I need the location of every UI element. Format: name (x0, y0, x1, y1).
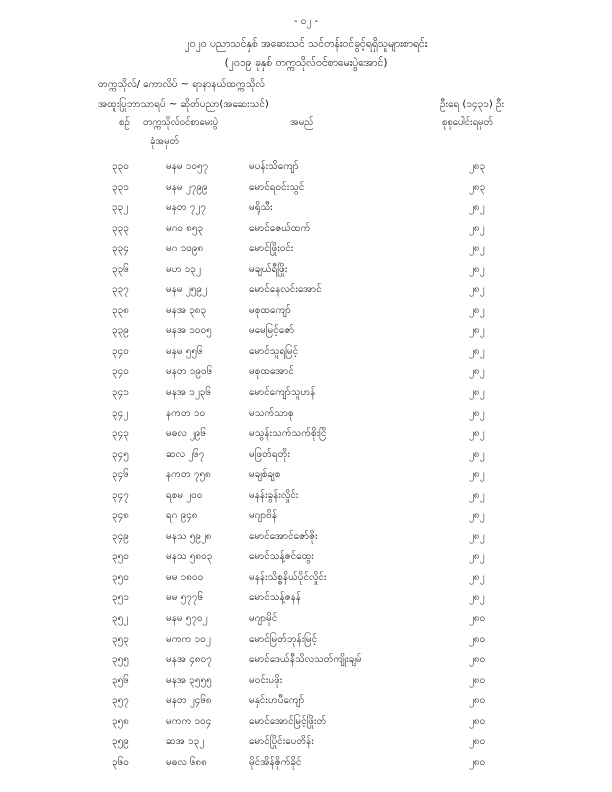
row-number: ၃၅၃ (112, 633, 129, 645)
roll-number: မနအ ၃၅၅၅ (166, 674, 212, 686)
total-marks: ၂၈၂ (469, 222, 485, 234)
table-row (0, 404, 612, 425)
table-row (0, 588, 612, 609)
major-line: အထူးပြုဘာသာရပ် ~ ဆိုတ်ပညာ(အဆေးသင်) (98, 99, 269, 110)
student-name: မောင်ရဝင်းသွင် (249, 181, 305, 193)
roll-number: မကက ၁၀၄ (166, 715, 212, 727)
student-name: မောင်ဖြိုးဝင်း (249, 243, 294, 255)
roll-number: မနမ ၁၀၅၇ (166, 161, 209, 172)
row-number: ၃၄၅ (112, 448, 129, 460)
student-name: မပန်းသိကျော် (249, 161, 299, 172)
student-name: မချယ်ရီဖြိုး (249, 263, 288, 275)
row-number: ၃၄၃ (112, 428, 129, 440)
document-subtitle: (၂၀၁၉ ခုနှစ် တက္ကသိုလ်ဝင်စာမေးပွဲအောင်) (224, 57, 388, 69)
roll-number: ဆအ ၁၃၂ (166, 736, 205, 748)
total-marks: ၂၈၂ (469, 325, 485, 337)
page-number: - ၀၂ - (293, 16, 319, 27)
roll-number: မနသ ၅၈၀၃ (166, 551, 213, 563)
roll-number: မနမ ၅၅၆ (166, 345, 203, 357)
roll-number: မနတ ၂၄၆၈ (166, 695, 212, 707)
row-number: ၃၄၀ (112, 345, 129, 357)
row-number: ၃၅၀ (112, 551, 129, 563)
table-row (0, 219, 612, 240)
column-header-no: စဉ် (119, 117, 130, 128)
table-row (0, 650, 612, 671)
table-row (0, 280, 612, 301)
row-number: ၃၄၁ (112, 387, 129, 399)
row-number: ၃၅၁ (112, 592, 129, 604)
roll-number: မမ ၁၈၀၀ (166, 571, 204, 583)
roll-number: ရစမ ၂၀၀ (166, 489, 203, 501)
table-row (0, 465, 612, 486)
roll-number: မဓလ ၂၉၆ (166, 428, 207, 440)
total-marks: ၂၈၂ (469, 592, 485, 604)
student-name: မောင်သူရမြင့် (249, 345, 299, 357)
table-row (0, 239, 612, 260)
student-name: မောင်ဒေယ်နီသိလသတ်ကျိုးချမ် (249, 654, 362, 666)
student-name: မနန်းသိစ္စနိယ်ပိုင်လှိုင်း (249, 571, 327, 583)
total-marks: ၂၈၀ (469, 756, 486, 768)
table-row (0, 547, 612, 568)
roll-number: မနသ ၅၉၂၈ (166, 530, 212, 542)
total-marks: ၂၈၂ (469, 510, 485, 522)
total-marks: ၂၈၂ (469, 551, 485, 563)
table-row (0, 527, 612, 548)
column-header-marks: စုစုပေါင်းရမှတ် (442, 117, 493, 128)
table-row (0, 671, 612, 692)
table-row (0, 691, 612, 712)
total-marks: ၂၈၀ (469, 654, 486, 666)
table-row (0, 321, 612, 342)
roll-number: မနအ ၄၈၀၇ (166, 654, 212, 666)
row-number: ၃၃၂ (112, 202, 129, 214)
row-number: ၃၄၈ (112, 510, 129, 522)
roll-number: နကတ ၇၅၈ (166, 469, 211, 481)
table-row (0, 445, 612, 466)
total-marks: ၂၈၀ (469, 613, 486, 625)
table-row (0, 424, 612, 445)
table-row (0, 506, 612, 527)
table-row (0, 260, 612, 281)
table-row (0, 732, 612, 753)
roll-number: မနမ ၂၇၉၉ (166, 181, 208, 193)
total-marks: ၂၈၂ (469, 202, 485, 214)
total-marks: ၂၈၂ (469, 448, 485, 460)
total-marks: ၂၈၂ (469, 428, 485, 440)
student-name: မစုထကျော် (249, 304, 291, 316)
student-name: မသွန်းသက်သက်စိုးငြိ (249, 428, 327, 440)
results-table (0, 157, 612, 773)
student-name: မသက်သာစု (249, 407, 294, 419)
row-number: ၃၅၇ (112, 695, 129, 707)
total-marks: ၂၈၂ (469, 366, 485, 378)
table-row (0, 630, 612, 651)
total-marks: ၂၈၀ (469, 633, 486, 645)
column-header-roll: တက္ကသိုလ်ဝင်စာမေးပွဲ (143, 117, 218, 128)
table-row (0, 178, 612, 199)
student-name: မဖြတ်ရတိုး (249, 448, 290, 460)
row-number: ၃၄၀ (112, 366, 129, 378)
row-number: ၃၃၁ (112, 181, 129, 193)
roll-number: မနမ ၂၅၉၂ (166, 284, 207, 296)
row-number: ၃၅၉ (112, 736, 129, 748)
total-marks: ၂၈၀ (469, 736, 486, 748)
roll-number: ဆလ ၂၆၇ (166, 448, 205, 460)
column-header-roll-sub: ခုံအမှတ် (150, 136, 179, 147)
table-row (0, 342, 612, 363)
column-header-name: အမည် (290, 117, 314, 128)
table-row (0, 383, 612, 404)
row-number: ၃၃၃ (112, 222, 129, 234)
student-name: မောင်ပြိုင်းပေတိန်း (249, 736, 314, 748)
row-number: ၃၃၇ (112, 284, 129, 296)
total-marks: ၂၈၃ (469, 181, 486, 193)
student-name: မရိုသီး (249, 202, 273, 214)
table-row (0, 157, 612, 178)
student-name: မောင်ဇေယ်ထက် (249, 222, 311, 234)
table-row (0, 198, 612, 219)
roll-number: မနအ ၃၈၃ (166, 304, 207, 316)
student-name: မဂျာဗိန် (249, 510, 278, 522)
roll-number: မဟ ၁၃၂ (166, 263, 201, 275)
student-name: မနှင်းဟပီကျော် (249, 695, 305, 707)
row-number: ၃၅၂ (112, 613, 129, 625)
total-count: ဦးရေ (၁၄၃၁) ဦး (440, 99, 505, 110)
student-name: မောင်ကျော်သူဟန် (249, 387, 316, 399)
student-name: မချစ်ချစ (249, 469, 281, 481)
roll-number: မနအ ၁၂၃၆ (166, 387, 212, 399)
student-name: မစုထအောင် (249, 366, 294, 378)
roll-number: မဂ ၁၀၉၈ (166, 243, 204, 255)
row-number: ၃၃၈ (112, 304, 129, 316)
total-marks: ၂၈၂ (469, 387, 485, 399)
total-marks: ၂၈၂ (469, 304, 485, 316)
row-number: ၃၅၆ (112, 674, 129, 686)
student-name: မောင်အောင်ဇော်ဇိုး (249, 530, 318, 542)
roll-number: မနအ ၁၀၀၅ (166, 325, 212, 337)
document-title: ၂၀၂၀ ပညာသင်နှစ် အဆေးသင် သင်တန်းဝင်ခွင့်ရရှိသူများစာရင်း (184, 38, 428, 50)
total-marks: ၂၈၀ (469, 715, 486, 727)
student-name: မောင်သန့်ဇင်ထွေး (249, 551, 314, 563)
total-marks: ၂၈၂ (469, 243, 485, 255)
row-number: ၃၄၂ (112, 407, 129, 419)
total-marks: ၂၈၂ (469, 284, 485, 296)
roll-number: မနတ ၇၂၇ (166, 202, 206, 214)
student-name: မမေမြင့်ဇော် (249, 325, 295, 337)
roll-number: မဂဝ ၈၅၃ (166, 222, 204, 234)
student-name: မဝင်းပဖိုး (249, 674, 283, 686)
row-number: ၃၃၉ (112, 325, 129, 337)
roll-number: မကက ၁၀၂ (166, 633, 211, 645)
row-number: ၃၅၈ (112, 715, 129, 727)
table-row (0, 712, 612, 733)
total-marks: ၂၈၂ (469, 489, 485, 501)
total-marks: ၂၈၀ (469, 695, 486, 707)
row-number: ၃၅၀ (112, 571, 129, 583)
total-marks: ၂၈၃ (469, 161, 486, 172)
row-number: ၃၄၇ (112, 489, 129, 501)
student-name: မောင်သန့်ဇနန် (249, 592, 301, 604)
roll-number: နကတ ၁၀ (166, 407, 206, 419)
table-row (0, 609, 612, 630)
student-name: မဂျာမိုင် (249, 613, 278, 625)
roll-number: မမ ၅၇၇၆ (166, 592, 204, 604)
row-number: ၃၃၀ (112, 161, 129, 172)
student-name: မောင်နေလင်းအောင် (249, 284, 322, 296)
total-marks: ၂၈၀ (469, 674, 486, 686)
roll-number: မနမ ၅၇၀၂ (166, 613, 208, 625)
university-line: တက္ကသိုလ်/ ကောလိပ် ~ ရာနာနယ်ထက္ကသိုလ် (98, 79, 265, 90)
total-marks: ၂၈၂ (469, 571, 485, 583)
total-marks: ၂၈၂ (469, 263, 485, 275)
row-number: ၃၃၄ (112, 243, 129, 255)
row-number: ၃၅၅ (112, 654, 129, 666)
row-number: ၃၄၉ (112, 530, 129, 542)
row-number: ၃၄၆ (112, 469, 129, 481)
roll-number: မဓလ ၆၈၈ (166, 756, 207, 768)
roll-number: ရဂ ၉၄၈ (166, 510, 198, 522)
student-name: မောင်အောင်မြင့်ဖြိုးတ် (249, 715, 327, 727)
roll-number: မနတ ၁၉၀၆ (166, 366, 213, 378)
student-name: မိုင်အိန်ဇိုက်ခိုင် (249, 756, 302, 768)
table-row (0, 568, 612, 589)
table-row (0, 753, 612, 774)
student-name: မနန်းခွန်းလှိုင်း (249, 489, 299, 501)
table-row (0, 301, 612, 322)
table-row (0, 362, 612, 383)
total-marks: ၂၈၂ (469, 345, 485, 357)
row-number: ၃၆၀ (112, 756, 129, 768)
total-marks: ၂၈၂ (469, 407, 485, 419)
total-marks: ၂၈၂ (469, 469, 485, 481)
row-number: ၃၃၆ (112, 263, 129, 275)
total-marks: ၂၈၂ (469, 530, 485, 542)
student-name: မောင်မြတ်ဘုန်းမြင့် (249, 633, 318, 645)
table-row (0, 486, 612, 507)
